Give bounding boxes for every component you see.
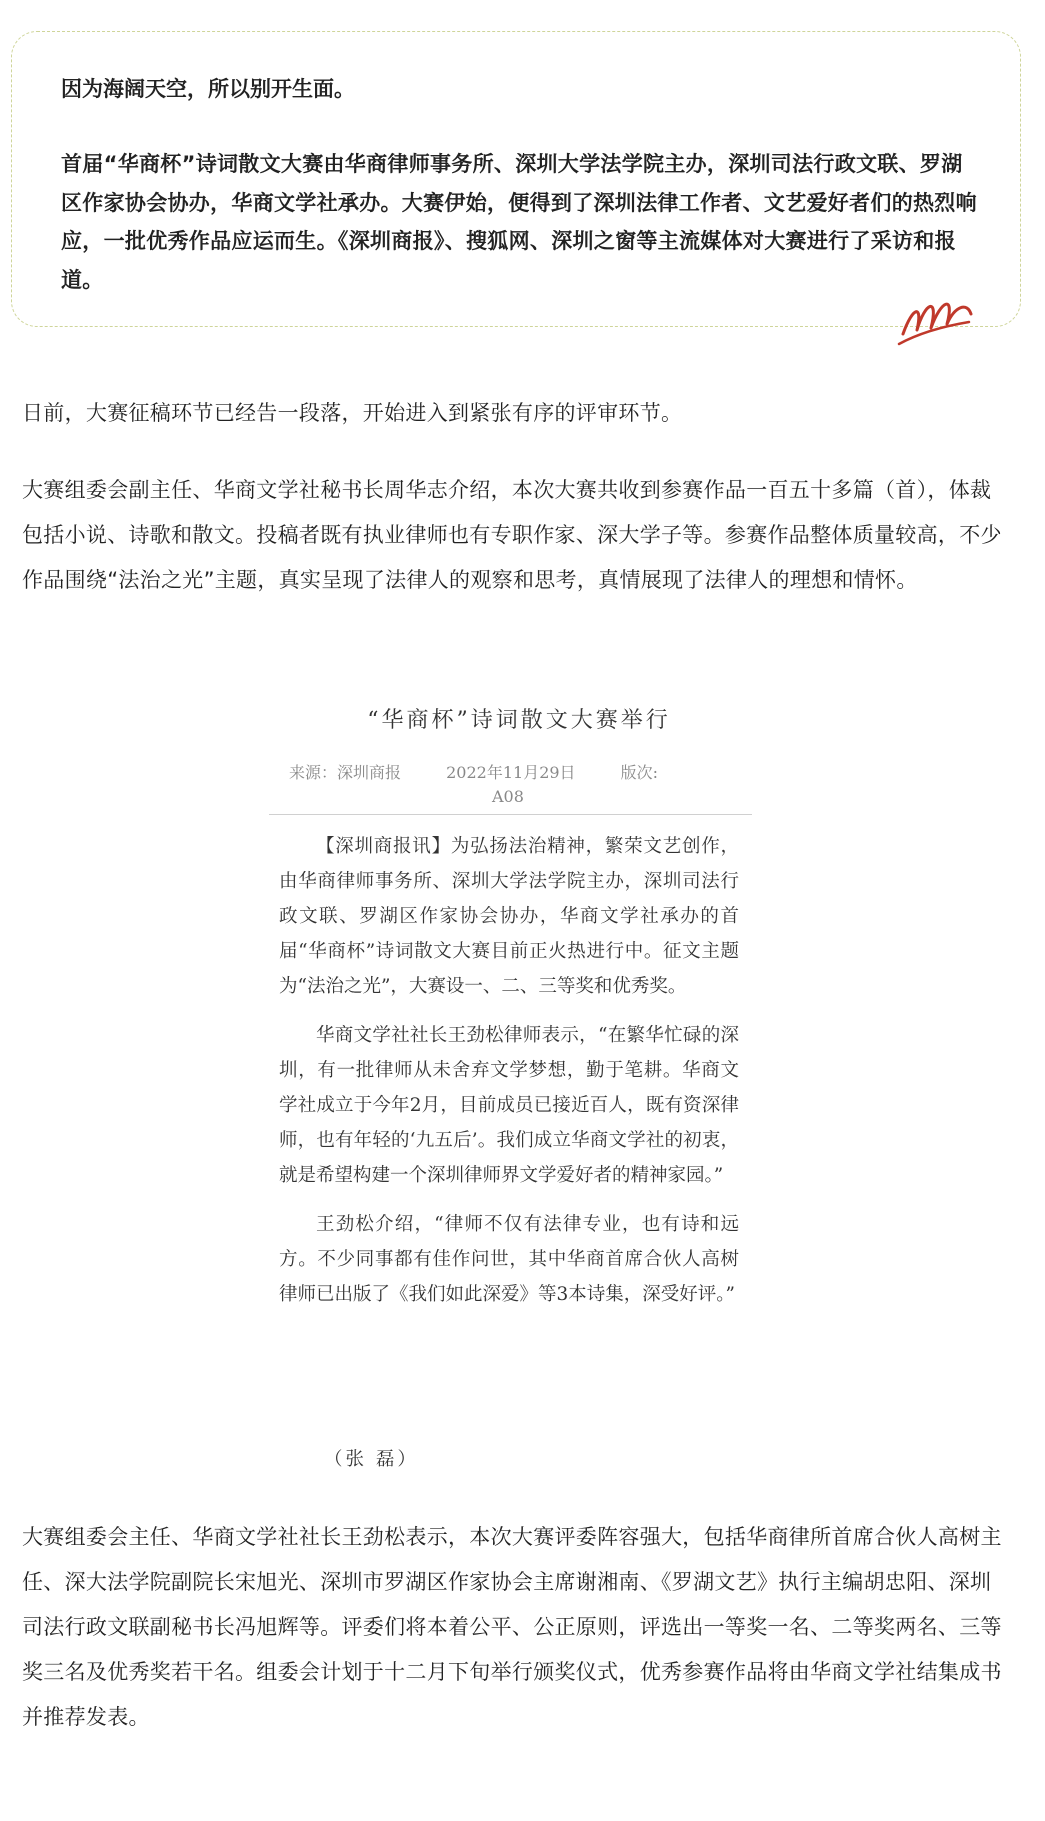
intro-paragraph: 首届“华商杯”诗词散文大赛由华商律师事务所、深圳大学法学院主办，深圳司法行政文联、罗湖区作家协会协办，华商文学社承办。大赛伊始，便得到了深圳法律工作者、文艺爱好者们的热烈响应，一批优秀作品应运而生。《深圳商报》、搜狐网、深圳之窗等主流媒体对大赛进行了采访和报道。: [61, 152, 977, 292]
clipping-title: “华商杯”诗词散文大赛举行: [367, 708, 671, 733]
clipping-body: [279, 829, 739, 1326]
clipping-source: 来源：深圳商报: [289, 763, 402, 782]
clipping-edition-label: 版次:: [620, 763, 659, 782]
clipping-author: （张 磊）: [324, 1449, 419, 1470]
clipping-divider: [269, 814, 752, 815]
clipping-paragraph: 王劲松介绍，“律师不仅有法律专业，也有诗和远方。不少同事都有佳作问世，其中华商首席合伙人高树律师已出版了《我们如此深爱》等3本诗集，深受好评。”: [279, 1214, 739, 1305]
decorative-squiggle-icon: [895, 286, 975, 356]
clipping-date: 2022年11月29日: [446, 763, 576, 782]
clipping-paragraph: 华商文学社社长王劲松律师表示，“在繁华忙碌的深圳，有一批律师从未舍弃文学梦想，勤于笔耕。华商文学社成立于今年2月，目前成员已接近百人，既有资深律师，也有年轻的‘九五后’。我们成立华商文学社的初衷，就是希望构建一个深圳律师界文学爱好者的精神家园。”: [279, 1025, 739, 1186]
intro-headline: 因为海阔天空，所以别开生面。: [61, 77, 355, 101]
clipping-meta: [289, 760, 759, 786]
body-paragraph-3: 大赛组委会主任、华商文学社社长王劲松表示，本次大赛评委阵容强大，包括华商律所首席合伙人高树主任、深大法学院副院长宋旭光、深圳市罗湖区作家协会主席谢湘南、《罗湖文艺》执行主编胡忠阳、深圳司法行政文联副秘书长冯旭辉等。评委们将本着公平、公正原则，评选出一等奖一名、二等奖两名、三等奖三名及优秀奖若干名。组委会计划于十二月下旬举行颁奖仪式，优秀参赛作品将由华商文学社结集成书并推荐发表。: [22, 1525, 1002, 1729]
clipping-paragraph: 【深圳商报讯】为弘扬法治精神，繁荣文艺创作，由华商律师事务所、深圳大学法学院主办，深圳司法行政文联、罗湖区作家协会协办，华商文学社承办的首届“华商杯”诗词散文大赛目前正火热进行中。征文主题为“法治之光”，大赛设一、二、三等奖和优秀奖。: [279, 836, 739, 997]
newspaper-clipping: [269, 683, 769, 1491]
clipping-edition-page: A08: [492, 787, 524, 806]
body-paragraph-2: 大赛组委会副主任、华商文学社秘书长周华志介绍，本次大赛共收到参赛作品一百五十多篇（首），体裁包括小说、诗歌和散文。投稿者既有执业律师也有专职作家、深大学子等。参赛作品整体质量较高，不少作品围绕“法治之光”主题，真实呈现了法律人的观察和思考，真情展现了法律人的理想和情怀。: [22, 478, 1002, 592]
body-paragraph-1: 日前，大赛征稿环节已经告一段落，开始进入到紧张有序的评审环节。: [22, 401, 683, 425]
